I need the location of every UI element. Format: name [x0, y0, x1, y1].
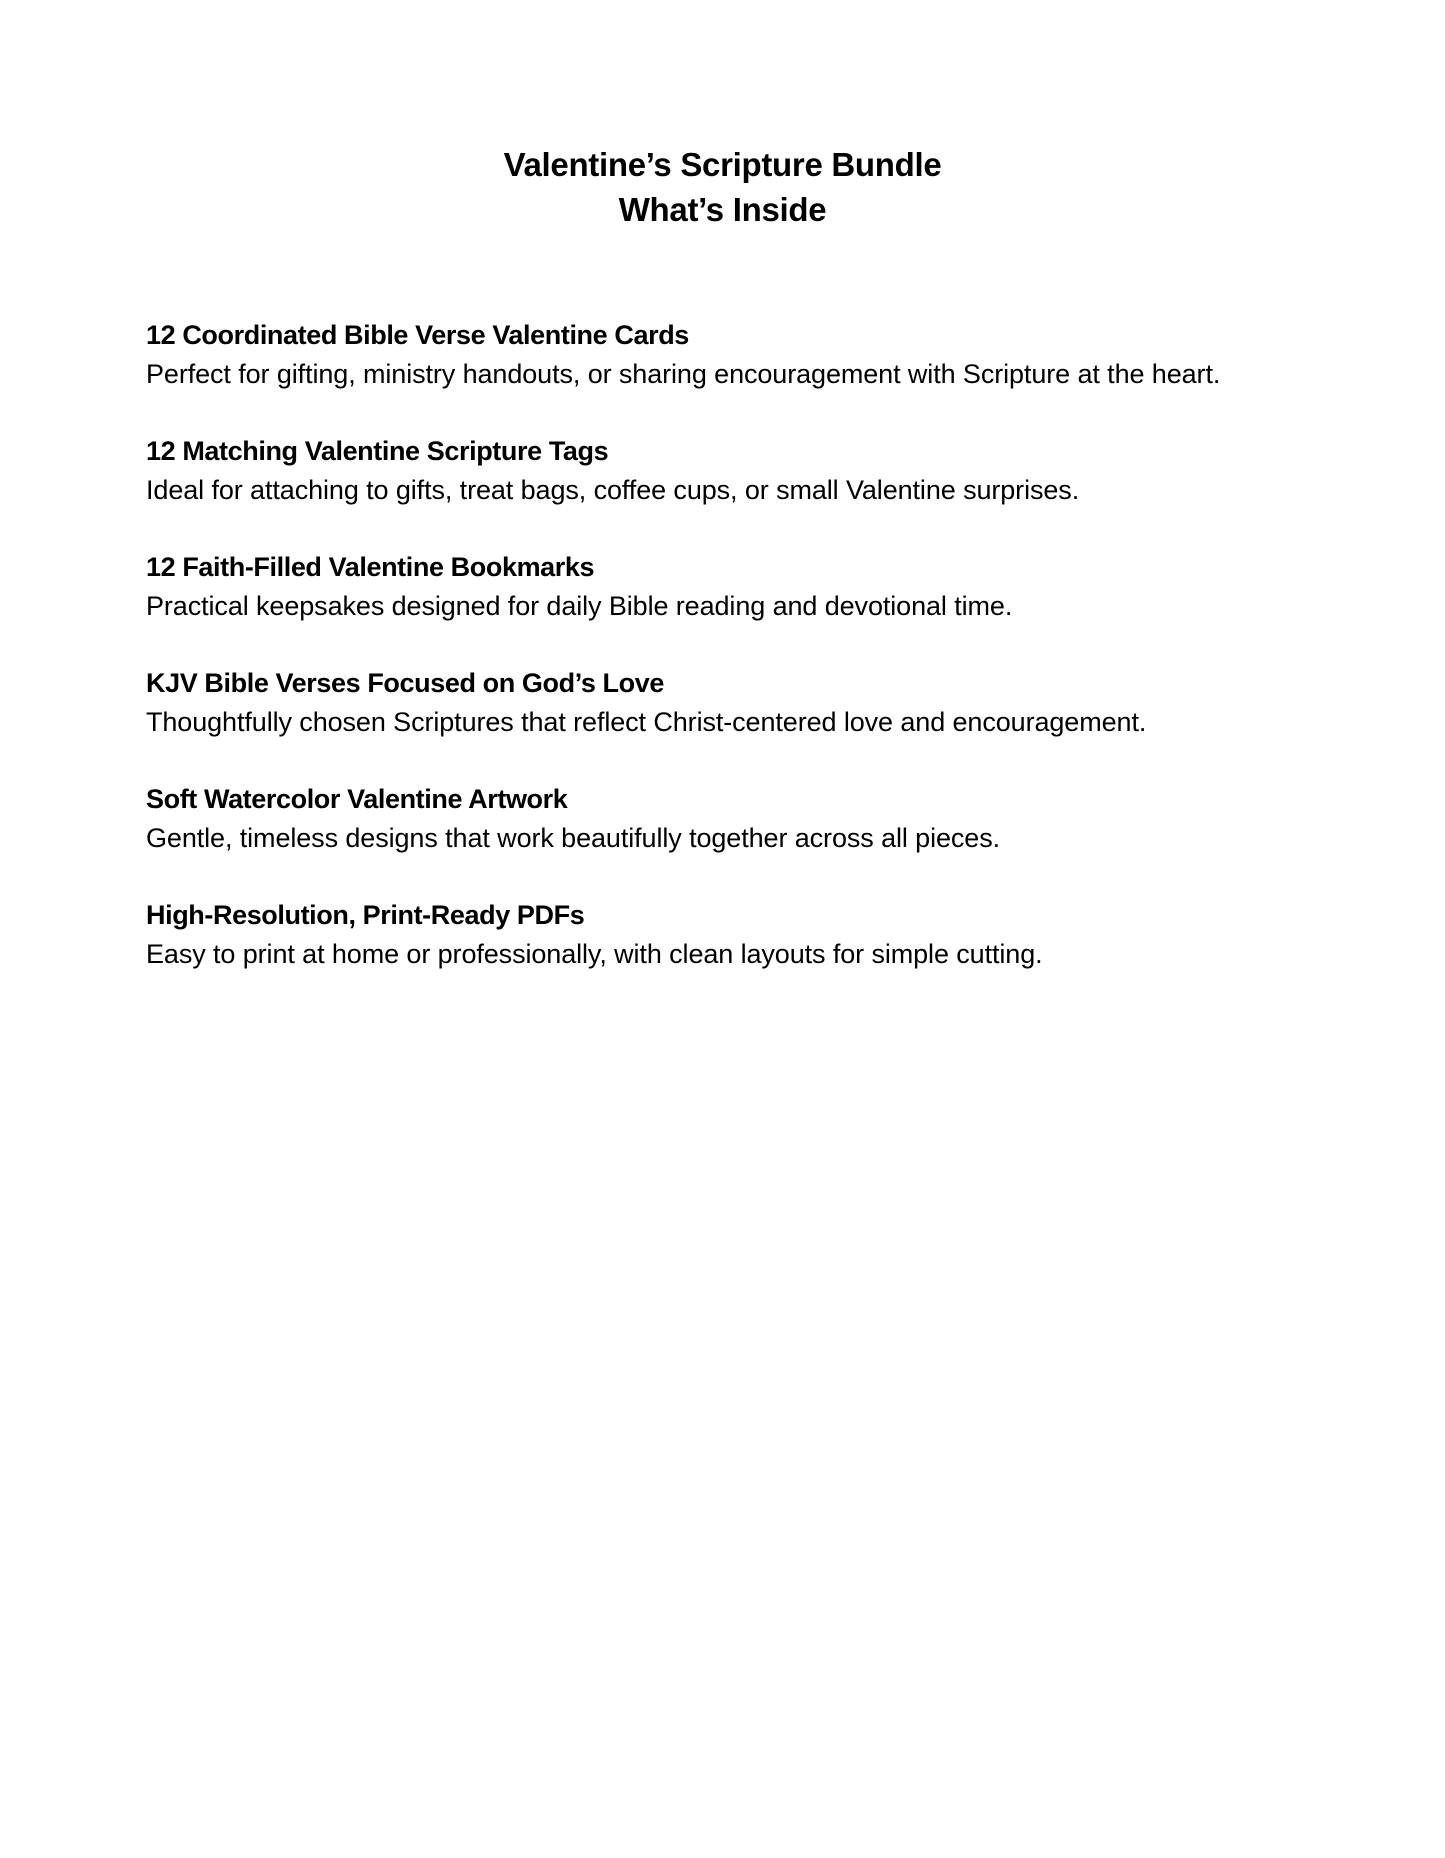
list-item: [146, 664, 1326, 742]
item-description: Perfect for gifting, ministry handouts, or sharing encouragement with Scripture at the heart.: [146, 359, 1221, 389]
item-heading: High-Resolution, Print-Ready PDFs: [146, 900, 585, 930]
item-heading: 12 Faith-Filled Valentine Bookmarks: [146, 552, 595, 582]
item-description: Practical keepsakes designed for daily Bible reading and devotional time.: [146, 591, 1013, 621]
list-item: [146, 548, 1326, 626]
item-heading: KJV Bible Verses Focused on God’s Love: [146, 668, 664, 698]
item-description: Thoughtfully chosen Scriptures that reflect Christ-centered love and encouragement.: [146, 707, 1147, 737]
item-description: Easy to print at home or professionally, with clean layouts for simple cutting.: [146, 939, 1043, 969]
document-title: [0, 142, 1445, 232]
item-heading: 12 Matching Valentine Scripture Tags: [146, 436, 609, 466]
item-heading: Soft Watercolor Valentine Artwork: [146, 784, 568, 814]
list-item: [146, 896, 1326, 974]
item-description: Ideal for attaching to gifts, treat bags, coffee cups, or small Valentine surprises.: [146, 475, 1080, 505]
list-item: [146, 316, 1326, 394]
title-line-1: Valentine’s Scripture Bundle: [503, 146, 942, 183]
list-item: [146, 432, 1326, 510]
title-line-2: What’s Inside: [618, 191, 827, 228]
item-description: Gentle, timeless designs that work beautifully together across all pieces.: [146, 823, 1001, 853]
list-item: [146, 780, 1326, 858]
item-heading: 12 Coordinated Bible Verse Valentine Cards: [146, 320, 689, 350]
contents-list: [146, 316, 1326, 1012]
